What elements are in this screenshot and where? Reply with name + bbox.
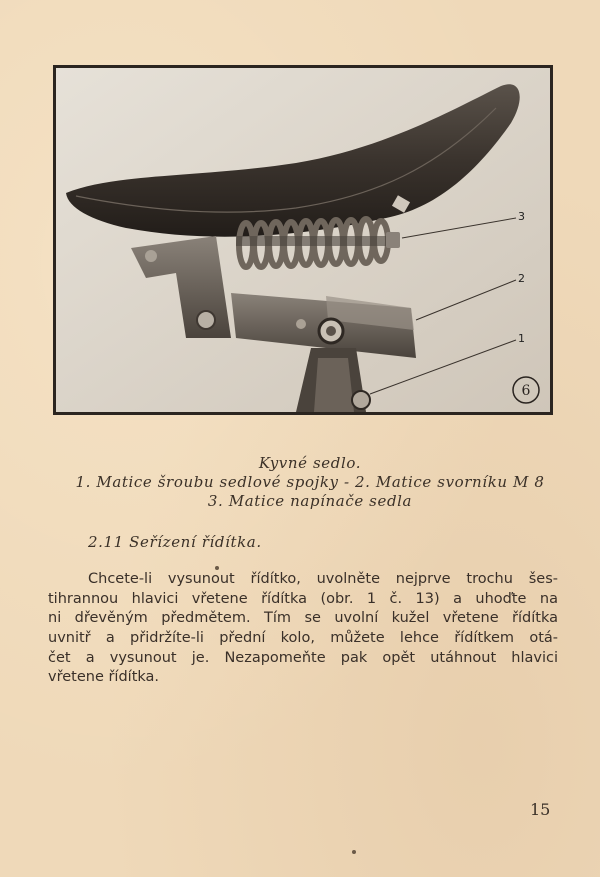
- section-paragraph: [48, 570, 558, 688]
- paragraph-line: Chcete-li vysunout řídítko, uvolněte nejprve trochu šes-: [88, 571, 558, 587]
- callout-3: 3: [518, 210, 525, 223]
- print-speck: [352, 850, 356, 854]
- print-speck: [215, 566, 219, 570]
- callout-1: 1: [518, 332, 525, 345]
- callout-2: 2: [518, 272, 525, 285]
- figure-caption-line-2: 3. Matice napínače sedla: [207, 492, 413, 510]
- paragraph-line: uvnitř a přidržíte-li přední kolo, můžete lehce řídítkem otá-: [48, 630, 558, 647]
- paragraph-line: čet a vysunout je. Nezapomeňte pak opět utáhnout hlavici: [48, 649, 558, 666]
- section-heading: 2.11 Seřízení řídítka.: [88, 533, 262, 551]
- figure-number: 6: [521, 383, 531, 399]
- page-number: 15: [530, 800, 551, 819]
- paragraph-line: tihrannou hlavici vřetene řídítka (obr. 1 č. 13) a uhoďte na: [48, 590, 558, 607]
- figure-caption-title: Kyvné sedlo.: [258, 454, 362, 472]
- saddle-photo: [53, 65, 553, 415]
- paragraph-line: vřetene řídítka.: [48, 669, 160, 686]
- paragraph-line: ni dřevěným předmětem. Tím se uvolní kužel vřetene řídítka: [48, 610, 558, 627]
- figure-caption-line-1: 1. Matice šroubu sedlové spojky - 2. Matice svorníku M 8: [75, 473, 545, 491]
